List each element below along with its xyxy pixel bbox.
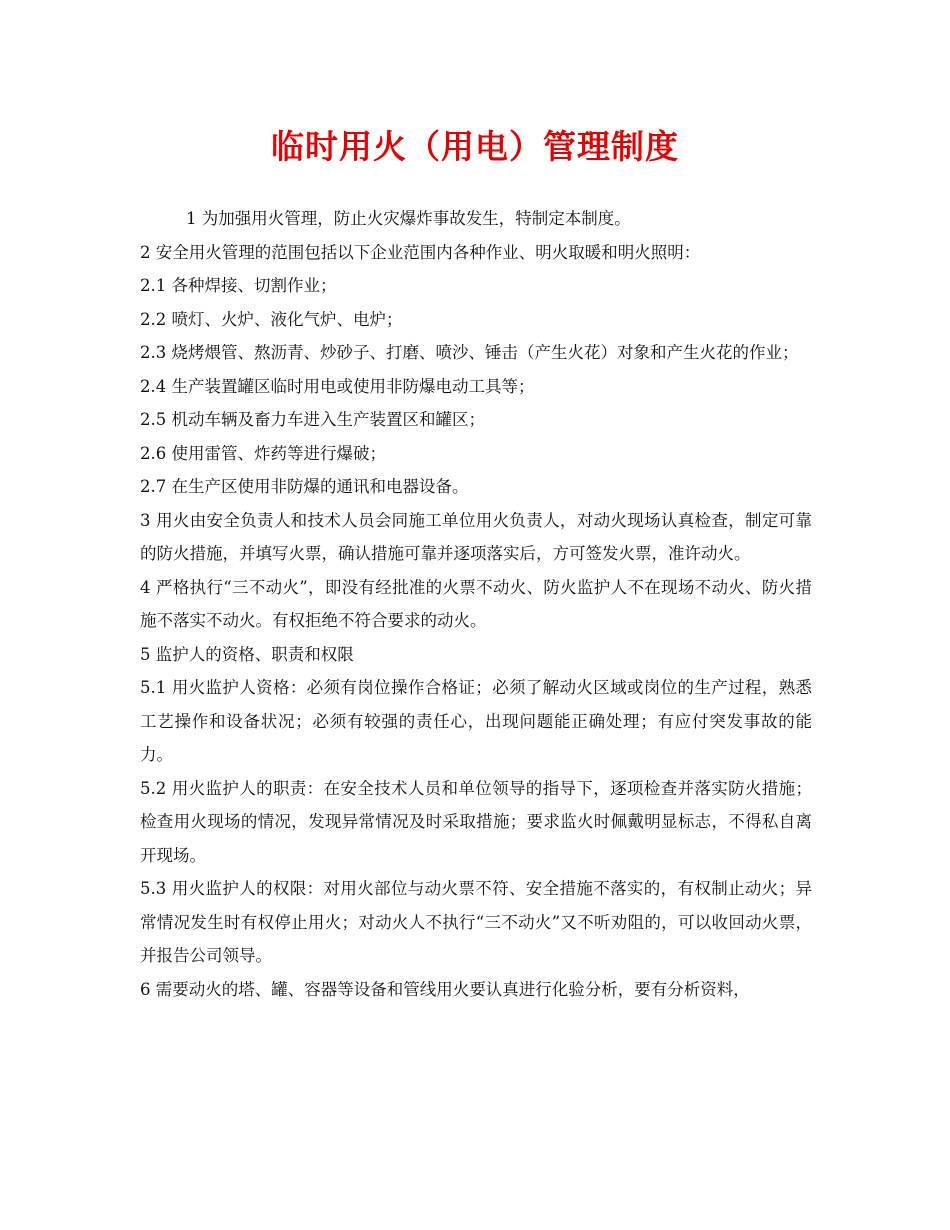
paragraph-2-2: 2.2 喷灯、火炉、液化气炉、电炉； — [140, 309, 403, 329]
paragraph-5-2: 5.2 用火监护人的职责：在安全技术人员和单位领导的指导下，逐项检查并落实防火措施；检查用火现场的情况，发现异常情况及时采取措施；要求监火时佩戴明显标志，不得私自离开现场。 — [140, 778, 812, 865]
paragraph-3: 3 用火由安全负责人和技术人员会同施工单位用火负责人，对动火现场认真检查，制定可靠的防火措施，并填写火票，确认措施可靠并逐项落实后，方可签发火票，准许动火。 — [140, 510, 812, 563]
paragraph-5: 5 监护人的资格、职责和权限 — [140, 644, 354, 664]
paragraph-6: 6 需要动火的塔、罐、容器等设备和管线用火要认真进行化验分析，要有分析资料， — [140, 979, 750, 999]
paragraph-5-3: 5.3 用火监护人的权限：对用火部位与动火票不符、安全措施不落实的，有权制止动火；异常情况发生时有权停止用火；对动火人不执行“三不动火”又不听劝阻的，可以收回动火票，并报告公司领导。 — [140, 879, 812, 965]
paragraph-1: 1 为加强用火管理，防止火灾爆炸事故发生，特制定本制度。 — [186, 209, 631, 228]
paragraph-2-5: 2.5 机动车辆及畜力车进入生产装置区和罐区； — [140, 410, 485, 429]
document-body — [140, 202, 812, 1006]
paragraph-5-1: 5.1 用火监护人资格：必须有岗位操作合格证；必须了解动火区域或岗位的生产过程，熟悉工艺操作和设备状况；必须有较强的责任心，出现问题能正确处理；有应付突发事故的能力。 — [140, 678, 812, 764]
paragraph-2-1: 2.1 各种焊接、切割作业； — [140, 276, 337, 295]
paragraph-2-3: 2.3 烧烤煨管、熬沥青、炒砂子、打磨、喷沙、锤击（产生火花）对象和产生火花的作业； — [140, 343, 799, 362]
paragraph-2-4: 2.4 生产装置罐区临时用电或使用非防爆电动工具等； — [140, 376, 535, 396]
paragraph-2-6: 2.6 使用雷管、炸药等进行爆破； — [140, 443, 386, 463]
paragraph-2-7: 2.7 在生产区使用非防爆的通讯和电器设备。 — [140, 477, 469, 496]
paragraph-2: 2 安全用火管理的范围包括以下企业范围内各种作业、明火取暖和明火照明： — [140, 242, 701, 262]
document-title: 临时用火（用电）管理制度 — [271, 127, 679, 166]
paragraph-4: 4 严格执行“三不动火”，即没有经批准的火票不动火、防火监护人不在现场不动火、防火措施不落实不动火。有权拒绝不符合要求的动火。 — [140, 577, 812, 630]
